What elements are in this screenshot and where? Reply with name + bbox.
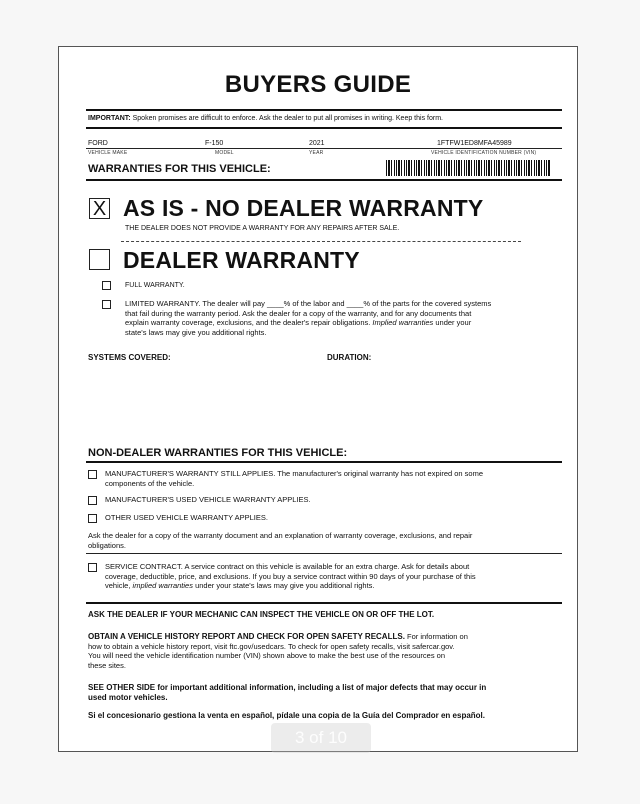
- vehicle-model-label: MODEL: [215, 150, 234, 156]
- spanish-notice: Si el concesionario gestiona la venta en español, pídale una copia de la Guía del Comprador en español.: [88, 711, 485, 720]
- vehicle-vin-label: VEHICLE IDENTIFICATION NUMBER (VIN): [431, 150, 537, 156]
- divider: [86, 602, 562, 604]
- as-is-subtext: THE DEALER DOES NOT PROVIDE A WARRANTY FOR ANY REPAIRS AFTER SALE.: [125, 225, 400, 232]
- mechanic-notice: ASK THE DEALER IF YOUR MECHANIC CAN INSPECT THE VEHICLE ON OR OFF THE LOT.: [88, 610, 435, 619]
- vehicle-make: FORD: [88, 140, 108, 147]
- vehicle-year: 2021: [309, 140, 325, 147]
- limited-warranty-checkbox[interactable]: [102, 300, 111, 309]
- as-is-label: AS IS - NO DEALER WARRANTY: [123, 195, 484, 221]
- divider: [86, 179, 562, 181]
- full-warranty-label: FULL WARRANTY.: [125, 282, 185, 289]
- page-title: BUYERS GUIDE: [224, 71, 412, 98]
- manufacturer-warranty-checkbox[interactable]: [88, 470, 97, 479]
- other-used-checkbox[interactable]: [88, 514, 97, 523]
- limited-warranty-text: LIMITED WARRANTY. The dealer will pay ____% of the labor and ____% of the parts for the covered systems that fail during the warranty period. Ask the dealer for a copy of the warranty, and for any documents that explain warranty coverage, exclusions, and the dealer's repair obligations. Implied warranties under your state's laws may give you additional rights.: [125, 299, 492, 337]
- manufacturer-used-text: MANUFACTURER'S USED VEHICLE WARRANTY APPLIES.: [105, 495, 311, 504]
- see-other-side-text: SEE OTHER SIDE for important additional information, including a list of major defects that may occur in used motor vehicles.: [88, 683, 487, 702]
- as-is-checkbox[interactable]: X: [89, 198, 110, 219]
- manufacturer-used-checkbox[interactable]: [88, 496, 97, 505]
- divider: [86, 553, 562, 554]
- important-notice: IMPORTANT: Spoken promises are difficult to enforce. Ask the dealer to put all promises in writing. Keep this form.: [88, 115, 443, 122]
- non-dealer-header: NON-DEALER WARRANTIES FOR THIS VEHICLE:: [88, 447, 348, 459]
- buyers-guide-page: [58, 46, 578, 752]
- vehicle-year-label: YEAR: [309, 150, 324, 156]
- warranties-header: WARRANTIES FOR THIS VEHICLE:: [88, 163, 271, 175]
- divider: [86, 109, 562, 111]
- service-contract-checkbox[interactable]: [88, 563, 97, 572]
- service-contract-text: SERVICE CONTRACT. A service contract on this vehicle is available for an extra charge. Ask for details about coverage, deductible, price, and exclusions. If you buy a service contract within 90 days of your purchase of this vehicle, implied warranties under your state's laws may give you additional rights.: [105, 562, 476, 590]
- dashed-divider: [121, 241, 521, 242]
- other-used-text: OTHER USED VEHICLE WARRANTY APPLIES.: [105, 513, 268, 522]
- duration-label: DURATION:: [327, 353, 372, 362]
- manufacturer-warranty-text: MANUFACTURER'S WARRANTY STILL APPLIES. The manufacturer's original warranty has not expired on some components of the vehicle.: [105, 469, 484, 488]
- full-warranty-checkbox[interactable]: [102, 281, 111, 290]
- dealer-warranty-label: DEALER WARRANTY: [123, 247, 360, 273]
- history-report-text: OBTAIN A VEHICLE HISTORY REPORT AND CHECK FOR OPEN SAFETY RECALLS. For information on how to obtain a vehicle history report, visit ftc.gov/usedcars. To check for open safety recalls, visit safercar.gov. You will need the vehicle identification number (VIN) shown above to make the best use of the resources on these sites.: [88, 632, 468, 670]
- vehicle-vin: 1FTFW1ED8MFA45989: [437, 140, 512, 147]
- dealer-warranty-checkbox[interactable]: [89, 249, 110, 270]
- barcode-icon: [386, 160, 551, 176]
- systems-covered-label: SYSTEMS COVERED:: [88, 353, 171, 362]
- ask-dealer-text: Ask the dealer for a copy of the warranty document and an explanation of warranty coverage, exclusions, and repair obligations.: [88, 531, 473, 550]
- divider: [86, 461, 562, 463]
- page-counter-watermark: 3 of 10: [271, 723, 371, 753]
- divider: [86, 127, 562, 129]
- vehicle-make-label: VEHICLE MAKE: [88, 150, 128, 156]
- vehicle-model: F-150: [205, 140, 224, 147]
- divider: [86, 148, 562, 149]
